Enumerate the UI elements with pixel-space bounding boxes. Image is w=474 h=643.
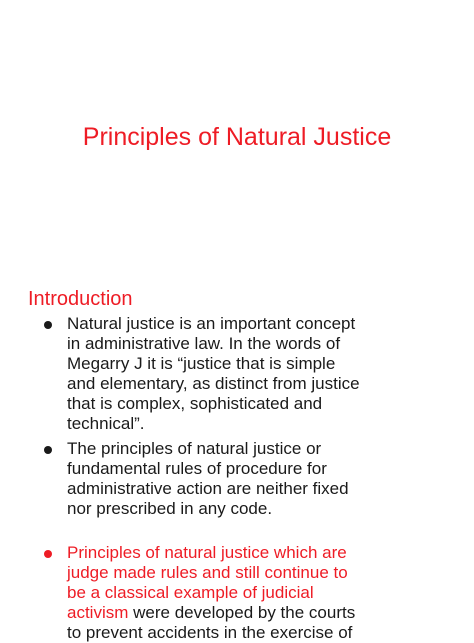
bullet-line: that is complex, sophisticated and [67, 394, 323, 413]
section-heading: Introduction [28, 288, 133, 310]
bullet-line: Principles of natural justice which are [67, 543, 347, 562]
bullet-line: in administrative law. In the words of [67, 334, 341, 353]
bullet-line-continuation: were developed by the courts [128, 603, 356, 622]
bullet-line: The principles of natural justice or [67, 439, 322, 458]
bullet-item-procedure [38, 439, 458, 519]
bullet-line: be a classical example of judicial [67, 583, 314, 602]
slide-title: Principles of Natural Justice [82, 123, 392, 151]
bullet-line: Megarry J it is “justice that is simple [67, 354, 336, 373]
bullet-line: to prevent accidents in the exercise of [67, 623, 353, 642]
bullet-line: nor prescribed in any code. [67, 499, 273, 518]
bullet-line: technical”. [67, 414, 145, 433]
bullet-dot-icon [44, 446, 52, 454]
bullet-item-definition [38, 314, 458, 434]
bullet-line: judge made rules and still continue to [67, 563, 348, 582]
bullet-line: administrative action are neither fixed [67, 479, 349, 498]
bullet-dot-icon [44, 550, 52, 558]
bullet-line: Natural justice is an important concept [67, 314, 356, 333]
bullet-item-judicial-activism [38, 543, 458, 643]
bullet-line-mixed [67, 603, 458, 623]
bullet-dot-icon [44, 321, 52, 329]
bullet-list [38, 314, 458, 643]
bullet-line: fundamental rules of procedure for [67, 459, 327, 478]
highlighted-term: activism [67, 603, 129, 622]
bullet-line: and elementary, as distinct from justice [67, 374, 360, 393]
